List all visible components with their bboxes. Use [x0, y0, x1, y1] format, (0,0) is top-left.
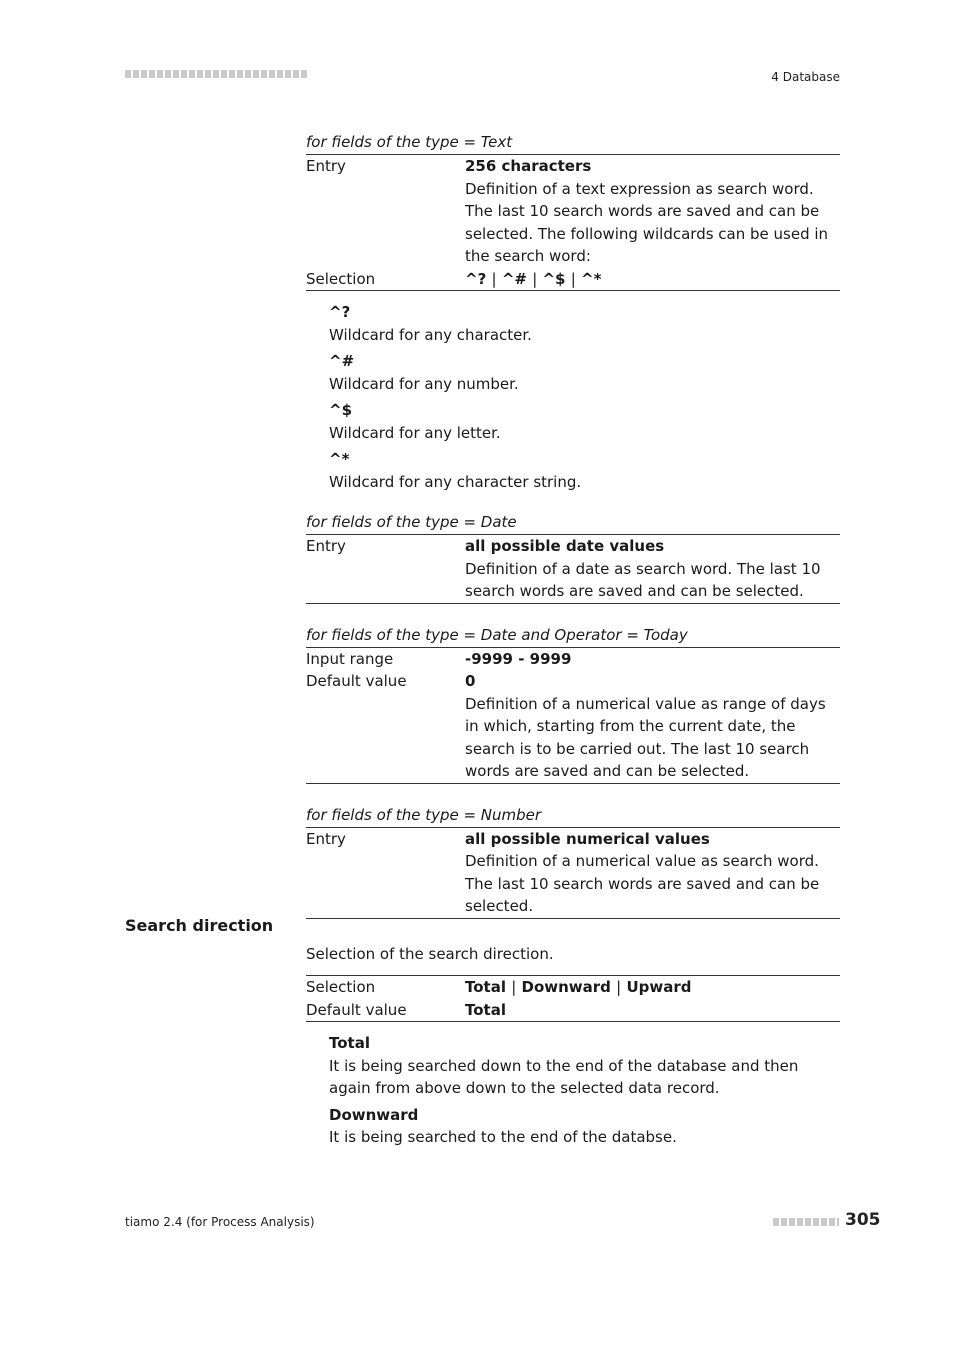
search-direction-content [306, 943, 840, 1153]
section-title-search-direction: Search direction [125, 916, 274, 935]
default-value: 0 [465, 672, 476, 690]
wildcard-symbol: ^# [329, 352, 355, 370]
today-param-table [306, 647, 840, 784]
wildcard-desc: Wildcard for any number. [329, 374, 519, 393]
search-direction-table [306, 975, 840, 1022]
page-number: 305 [845, 1210, 881, 1230]
today-caption: for fields of the type = Date and Operator = Today [306, 625, 688, 644]
date-caption: for fields of the type = Date [306, 513, 517, 531]
parameter-content [306, 131, 840, 929]
input-range-value: -9999 - 9999 [465, 649, 572, 668]
entry-value: all possible numerical values [465, 829, 710, 848]
selection-option: ^$ [542, 269, 566, 288]
wildcard-symbol: ^$ [329, 401, 353, 419]
text-param-table [306, 154, 840, 291]
entry-label: Entry [306, 157, 346, 175]
wildcard-item [329, 399, 840, 444]
selection-option: ^* [581, 269, 602, 288]
default-value: Total [465, 1000, 506, 1019]
wildcard-item [329, 350, 840, 395]
entry-description: Definition of a date as search word. The last 10 search words are saved and can be selected. [465, 559, 821, 600]
direction-option [329, 1032, 840, 1100]
wildcard-desc: Wildcard for any character string. [329, 472, 582, 491]
selection-option: ^? [465, 269, 487, 288]
wildcard-desc: Wildcard for any character. [329, 325, 532, 344]
wildcard-list [329, 301, 840, 493]
entry-label: Entry [306, 537, 346, 555]
wildcard-item [329, 448, 840, 493]
wildcard-desc: Wildcard for any letter. [329, 423, 501, 442]
selection-option: Total [465, 978, 506, 996]
entry-label: Entry [306, 829, 346, 848]
wildcard-symbol: ^* [329, 450, 350, 468]
selection-option: Upward [626, 978, 692, 996]
direction-option-desc: It is being searched to the end of the databse. [329, 1128, 677, 1146]
selection-label: Selection [306, 269, 376, 288]
text-caption: for fields of the type = Text [306, 133, 513, 151]
footer-product: tiamo 2.4 (for Process Analysis) [125, 1215, 315, 1229]
input-range-label: Input range [306, 649, 394, 668]
footer-decoration [773, 1218, 839, 1226]
direction-option [329, 1104, 840, 1149]
today-description: Definition of a numerical value as range of days in which, starting from the current date, the search is to be carried out. The last 10 search words are saved and can be selected. [465, 694, 826, 780]
selection-label: Selection [306, 978, 376, 996]
direction-option-name: Total [329, 1034, 370, 1052]
selection-option: ^# [501, 269, 527, 288]
number-param-table [306, 827, 840, 919]
selection-options: Total | Downward | Upward [465, 978, 692, 996]
entry-value: 256 characters [465, 157, 592, 175]
chapter-header: 4 Database [771, 70, 840, 84]
entry-description: Definition of a text expression as search word. The last 10 search words are saved and can be selected. The following wildcards can be used in the search word: [465, 179, 829, 265]
entry-value: all possible date values [465, 537, 665, 555]
search-direction-intro: Selection of the search direction. [306, 945, 554, 963]
entry-description: Definition of a numerical value as search word. The last 10 search words are saved and can be selected. [465, 852, 820, 915]
default-value-label: Default value [306, 1000, 407, 1019]
direction-option-name: Downward [329, 1105, 419, 1124]
selection-options: ^? | ^# | ^$ | ^* [465, 269, 602, 288]
number-caption: for fields of the type = Number [306, 805, 542, 824]
wildcard-item [329, 301, 840, 346]
default-value-label: Default value [306, 672, 407, 690]
selection-option: Downward [521, 978, 611, 996]
direction-options-list [329, 1032, 840, 1149]
date-param-table [306, 534, 840, 604]
wildcard-symbol: ^? [329, 303, 351, 321]
header-decoration [125, 70, 307, 78]
direction-option-desc: It is being searched down to the end of the database and then again from above down to the selected data record. [329, 1056, 799, 1097]
